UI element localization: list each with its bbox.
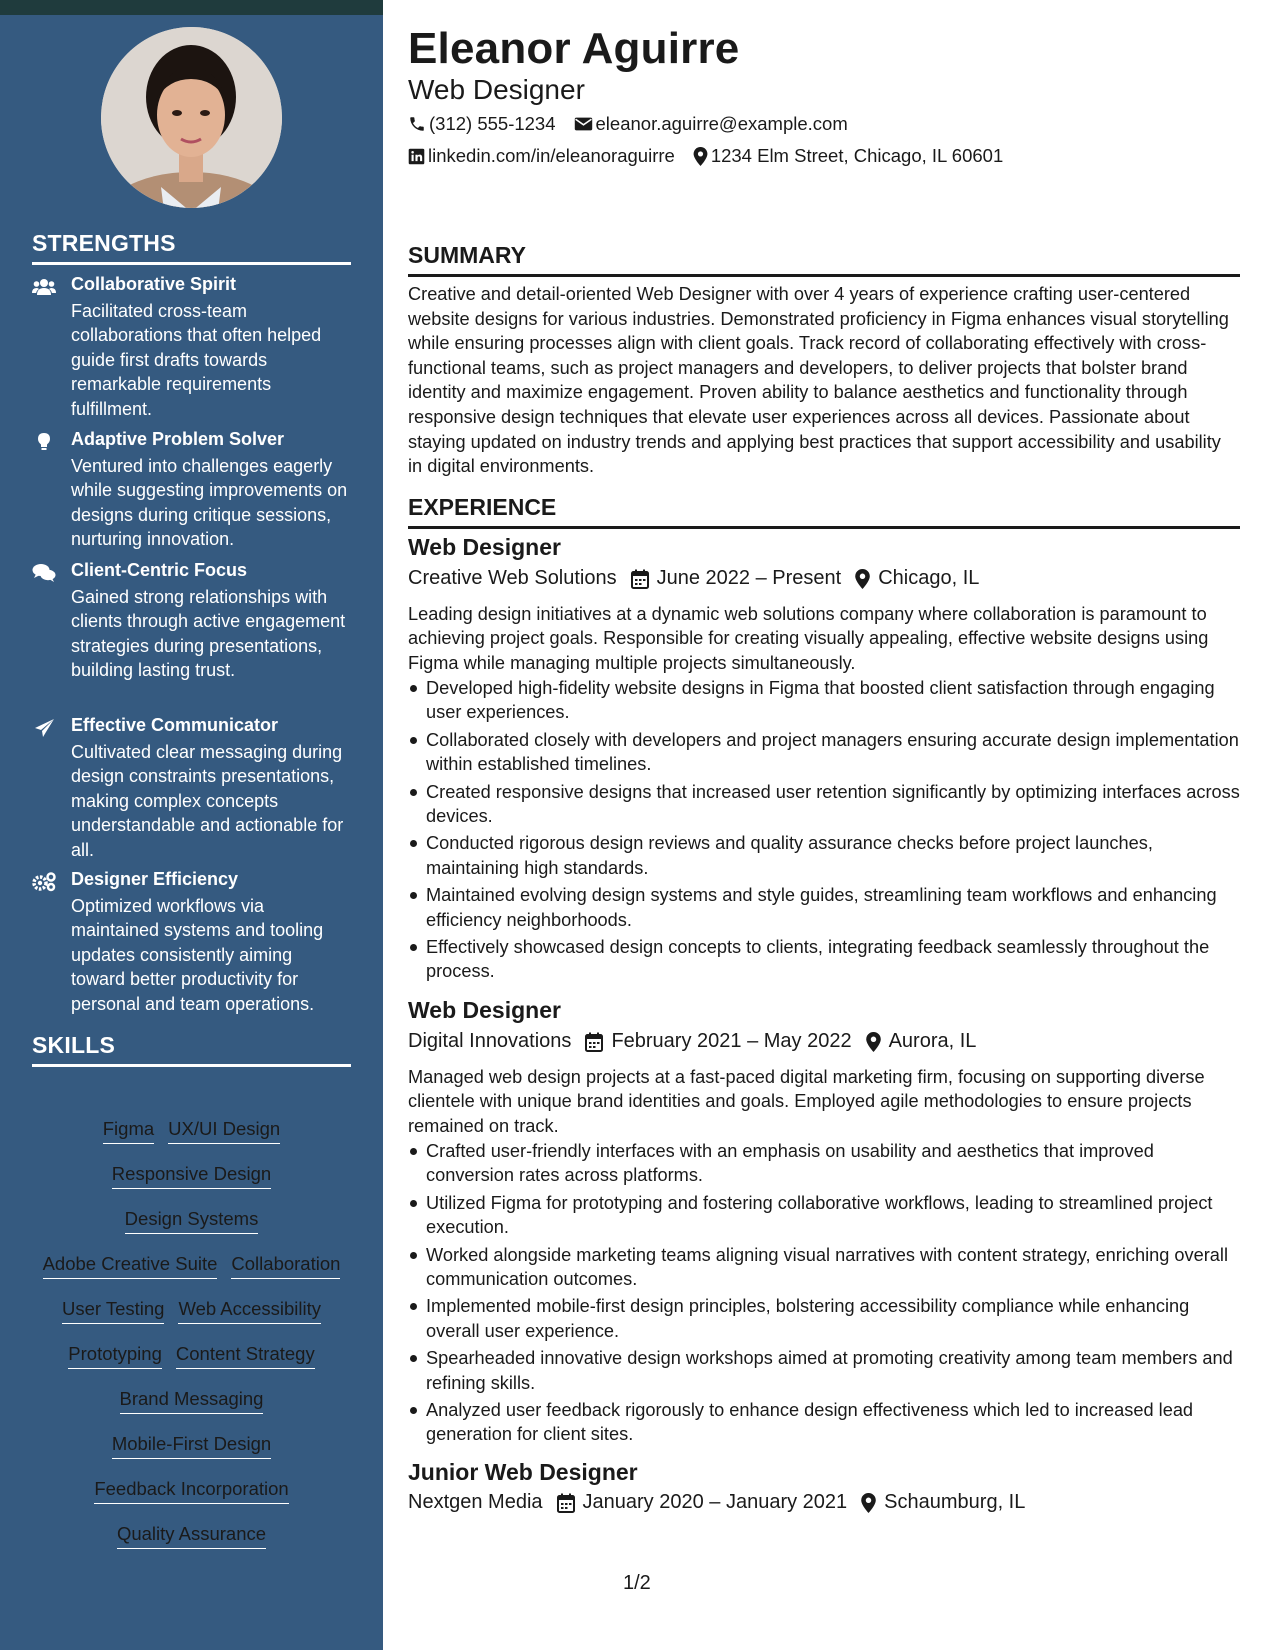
skill-tag: Prototyping [68, 1343, 162, 1369]
job-title: Web Designer [408, 534, 561, 560]
summary-text: Creative and detail-oriented Web Designer with over 4 years of experience crafting user-centered website designs for various industries. Demonstrated proficiency in Figma enhances visual storytelling while ensuring processes align with client goals. Track record of collaborating effectively with cross-functional teams, such as project managers and developers, to deliver projects that bolster brand identity and maximize engagement. Proven ability to balance aesthetics and functionality through responsive design techniques that elevate user experiences across all devices. Passionate about staying updated on industry trends and applying best practices that support accessibility and usability in digital environments. [408, 284, 1229, 477]
skill-tag: UX/UI Design [168, 1118, 280, 1144]
job-bullet: Conducted rigorous design reviews and quality assurance checks before project launches, maintaining high standards. [408, 831, 1240, 880]
job-dates-text: June 2022 – Present [656, 567, 842, 589]
job-meta [408, 1030, 990, 1053]
skill-row [32, 1253, 351, 1298]
job-location-text: Schaumburg, IL [884, 1491, 1026, 1513]
strength-desc: Facilitated cross-team collaborations that often helped guide first drafts towards remarkable requirements fulfillment. [71, 301, 322, 419]
address-text: 1234 Elm Street, Chicago, IL 60601 [710, 145, 1004, 166]
job-dates [557, 1491, 848, 1514]
job-bullet: Created responsive designs that increased user retention significantly by optimizing interfaces across devices. [408, 780, 1240, 829]
contact-row [408, 145, 1021, 167]
map-pin-icon [861, 1493, 876, 1513]
experience-heading: EXPERIENCE [408, 494, 1240, 529]
linkedin-icon [408, 148, 425, 165]
job-title: Web Designer [408, 997, 561, 1023]
calendar-icon [631, 569, 649, 589]
calendar-icon [585, 1032, 603, 1052]
job-location [866, 1030, 977, 1053]
comments-icon [32, 562, 56, 584]
skills-list [32, 1118, 351, 1568]
strength-desc: Gained strong relationships with clients through active engagement strategies during presentations, building lasting trust. [71, 587, 346, 681]
linkedin-contact[interactable] [408, 145, 675, 167]
skill-row [32, 1298, 351, 1343]
envelope-icon [574, 116, 593, 132]
summary-heading: SUMMARY [408, 242, 1240, 277]
profile-photo [101, 27, 282, 208]
job-bullets [408, 1139, 1240, 1450]
skill-tag: Collaboration [231, 1253, 340, 1279]
contact-row [408, 113, 866, 135]
skill-row [32, 1523, 351, 1568]
email-contact[interactable] [574, 113, 848, 135]
strength-desc: Cultivated clear messaging during design constraints presentations, making complex concepts understandable and actionable for all. [71, 742, 344, 860]
skill-tag: Feedback Incorporation [94, 1478, 288, 1504]
skill-tag: Quality Assurance [117, 1523, 266, 1549]
job-bullet: Utilized Figma for prototyping and fostering collaborative workflows, leading to streamlined project execution. [408, 1191, 1240, 1240]
job-dates-text: February 2021 – May 2022 [611, 1030, 852, 1052]
skill-tag: Web Accessibility [178, 1298, 321, 1324]
skill-row [32, 1343, 351, 1388]
strength-title: Effective Communicator [71, 715, 279, 735]
candidate-name: Eleanor Aguirre [408, 24, 740, 73]
job-meta [408, 567, 993, 590]
job-meta [408, 1491, 1039, 1514]
job-company: Digital Innovations [408, 1030, 572, 1052]
strength-title: Designer Efficiency [71, 869, 239, 889]
skill-tag: Mobile-First Design [112, 1433, 271, 1459]
sidebar-top-bar [0, 0, 383, 15]
skill-row [32, 1118, 351, 1163]
job-bullet: Analyzed user feedback rigorously to enhance design effectiveness which led to increased lead generation for client sites. [408, 1398, 1240, 1447]
strength-title: Adaptive Problem Solver [71, 429, 285, 449]
users-icon [32, 276, 56, 298]
job-location [861, 1491, 1025, 1514]
address-contact [693, 145, 1003, 167]
job-dates [585, 1030, 851, 1053]
job-dates [631, 567, 842, 590]
phone-contact[interactable] [408, 113, 556, 135]
email-text: eleanor.aguirre@example.com [595, 113, 848, 134]
skill-tag: User Testing [62, 1298, 164, 1324]
strengths-heading: STRENGTHS [32, 230, 351, 265]
candidate-role: Web Designer [408, 74, 585, 105]
map-pin-icon [866, 1032, 881, 1052]
skill-tag: Content Strategy [176, 1343, 315, 1369]
skill-row [32, 1433, 351, 1478]
job-description: Leading design initiatives at a dynamic web solutions company where collaboration is paramount to achieving project goals. Responsible for creating visually appealing, effective website designs using Figma while managing multiple projects simultaneously. [408, 604, 1209, 673]
job-location-text: Aurora, IL [888, 1030, 977, 1052]
job-bullet: Developed high-fidelity website designs in Figma that boosted client satisfaction through engaging user experiences. [408, 676, 1240, 725]
job-description: Managed web design projects at a fast-paced digital marketing firm, focusing on supporting diverse clientele with unique brand identities and goals. Employed agile methodologies to ensure projects remained on track. [408, 1067, 1205, 1136]
phone-icon [408, 115, 426, 133]
job-dates-text: January 2020 – January 2021 [582, 1491, 848, 1513]
lightbulb-icon [32, 431, 56, 453]
gears-icon [32, 871, 56, 893]
skill-tag: Figma [103, 1118, 154, 1144]
job-company: Nextgen Media [408, 1491, 543, 1513]
job-bullets [408, 676, 1240, 987]
strength-desc: Ventured into challenges eagerly while suggesting improvements on designs during critique sessions, nurturing innovation. [71, 456, 348, 550]
skill-tag: Brand Messaging [120, 1388, 264, 1414]
job-bullet: Implemented mobile-first design principles, bolstering accessibility compliance while enhancing overall user experience. [408, 1294, 1240, 1343]
job-bullet: Spearheaded innovative design workshops aimed at promoting creativity among team members and refining skills. [408, 1346, 1240, 1395]
calendar-icon [557, 1493, 575, 1513]
skill-tag: Adobe Creative Suite [43, 1253, 218, 1279]
skill-row [32, 1388, 351, 1433]
strength-title: Client-Centric Focus [71, 560, 248, 580]
page-number: 1/2 [623, 1572, 651, 1594]
skill-row [32, 1163, 351, 1208]
skills-heading: SKILLS [32, 1032, 351, 1067]
paper-plane-icon [32, 717, 56, 739]
job-location-text: Chicago, IL [878, 567, 980, 589]
linkedin-text: linkedin.com/in/eleanoraguirre [428, 145, 675, 166]
strength-title: Collaborative Spirit [71, 274, 237, 294]
map-pin-icon [855, 569, 870, 589]
job-bullet: Crafted user-friendly interfaces with an emphasis on usability and aesthetics that improved conversion rates across platforms. [408, 1139, 1240, 1188]
job-bullet: Worked alongside marketing teams aligning visual narratives with content strategy, enriching overall communication outcomes. [408, 1243, 1240, 1292]
job-title: Junior Web Designer [408, 1459, 638, 1485]
job-location [855, 567, 979, 590]
skill-row [32, 1478, 351, 1523]
map-pin-icon [693, 147, 708, 166]
job-bullet: Collaborated closely with developers and project managers ensuring accurate design implementation within established timelines. [408, 728, 1240, 777]
job-bullet: Effectively showcased design concepts to clients, integrating feedback seamlessly throughout the process. [408, 935, 1240, 984]
job-bullet: Maintained evolving design systems and style guides, streamlining team workflows and enhancing efficiency neighborhoods. [408, 883, 1240, 932]
skill-tag: Responsive Design [112, 1163, 271, 1189]
skill-row [32, 1208, 351, 1253]
strength-desc: Optimized workflows via maintained systems and tooling updates consistently aiming toward better productivity for personal and team operations. [71, 896, 324, 1014]
phone-text: (312) 555-1234 [429, 113, 556, 134]
skill-tag: Design Systems [125, 1208, 259, 1234]
job-company: Creative Web Solutions [408, 567, 617, 589]
